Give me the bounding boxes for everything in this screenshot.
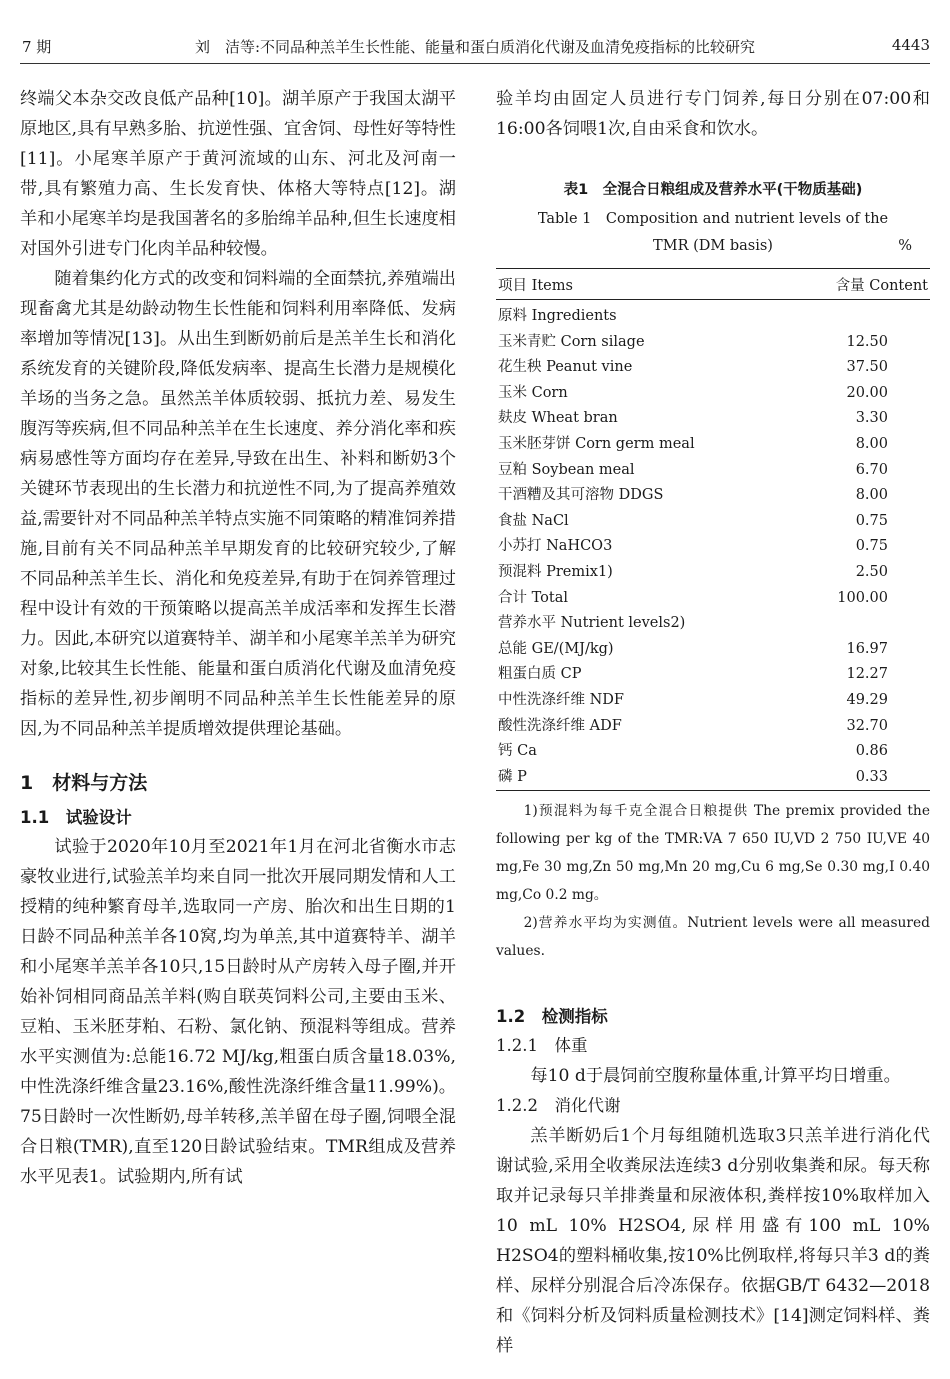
- table-row: [496, 560, 930, 586]
- table-row: [496, 739, 930, 765]
- table-row: [496, 662, 930, 688]
- paragraph-feeding: 验羊均由固定人员进行专门饲养,每日分别在07:00和16:00各饲喂1次,自由采食和饮水。: [496, 89, 930, 139]
- table-row: [496, 637, 930, 663]
- table-caption-zh: 表1 全混合日粮组成及营养水平(干物质基础): [563, 182, 863, 198]
- row-value: 0.33: [855, 768, 888, 785]
- issue-number: 7 期: [22, 38, 52, 56]
- row-label: 中性洗涤纤维 NDF: [498, 691, 624, 708]
- paragraph-digestion: 羔羊断奶后1个月每组随机选取3只羔羊进行消化代谢试验,采用全收粪尿法连续3 d分别收集粪和尿。每天称取并记录每只羊排粪量和尿液体积,粪样按10%取样加入10 mL 10% H2SO4,尿样用盛有100 mL 10% H2SO4的塑料桶收集,按10%比例取样,将每只羊3 d的粪样、尿样分别混合后冷冻保存。依据GB/T 6432—2018和《饲料分析及饲料质量检测技术》[14]测定饲料样、粪样: [496, 1126, 930, 1357]
- row-label: 合计 Total: [498, 589, 568, 606]
- table-row: [496, 300, 930, 330]
- subsection-heading-indicators: 1.2 检测指标: [496, 1007, 608, 1027]
- row-value: 0.75: [855, 512, 888, 529]
- row-label: 总能 GE/(MJ/kg): [498, 640, 614, 657]
- row-value: 6.70: [855, 461, 888, 478]
- page-number: 4443: [891, 36, 930, 54]
- row-label: 干酒糟及其可溶物 DDGS: [498, 487, 664, 504]
- table-row: [496, 381, 930, 407]
- table-footnote-nutrients: 2)营养水平均为实测值。Nutrient levels were all measured values.: [496, 915, 930, 960]
- subsubsection-heading-weight: 1.2.1 体重: [496, 1036, 588, 1056]
- row-value: 2.50: [855, 563, 888, 580]
- row-label: 食盐 NaCl: [498, 512, 569, 529]
- paragraph-design: 试验于2020年10月至2021年1月在河北省衡水市志豪牧业进行,试验羔羊均来自同一批次开展同期发情和人工授精的纯种繁育母羊,选取同一产房、胎次和出生日期的1日龄不同品种羔羊各10窝,均为单羔,其中道赛特羊、湖羊和小尾寒羊羔羊各10只,15日龄时从产房转入母子圈,并开始补饲相同商品羔羊料(购自联英饲料公司,主要由玉米、豆粕、玉米胚芽粕、石粉、氯化钠、预混料等组成。营养水平实测值为:总能16.72 MJ/kg,粗蛋白质含量18.03%,中性洗涤纤维含量23.16%,酸性洗涤纤维含量11.99%)。75日龄时一次性断奶,母羊转移,羔羊留在母子圈,饲喂全混合日粮(TMR),直至120日龄试验结束。TMR组成及营养水平见表1。试验期内,所有试: [20, 837, 456, 1187]
- column-header-items: 项目 Items: [496, 269, 789, 300]
- table-footnote-premix: 1)预混料为每千克全混合日粮提供 The premix provided the following per kg of the TMR:VA 7 650 IU,VD 2 750 IU,VE 40 mg,Fe 30 mg,Zn 50 mg,Mn 20 mg,Cu 6 mg,Se 0.30 mg,I 0.40 mg,Co 0.2 mg。: [496, 803, 930, 904]
- row-label: 玉米胚芽饼 Corn germ meal: [498, 435, 695, 452]
- table-row: [496, 714, 930, 740]
- row-value: 3.30: [855, 410, 888, 427]
- row-value: [789, 300, 930, 330]
- table-caption-en-basis: TMR (DM basis): [653, 238, 773, 254]
- row-value: 8.00: [855, 487, 888, 504]
- row-label: 钙 Ca: [498, 743, 537, 760]
- column-header-content: 含量 Content: [789, 269, 930, 300]
- row-label: 酸性洗涤纤维 ADF: [498, 717, 622, 734]
- left-column: [20, 84, 456, 1192]
- table-row: [496, 330, 930, 356]
- row-label: 玉米 Corn: [498, 384, 568, 401]
- table-row: [496, 611, 930, 637]
- row-value: [789, 611, 930, 637]
- paragraph-background: 随着集约化方式的改变和饲料端的全面禁抗,养殖端出现畜禽尤其是幼龄动物生长性能和饲料利用率降低、发病率增加等情况[13]。从出生到断奶前后是羔羊生长和消化系统发育的关键阶段,降低发病率、提高生长潜力是规模化羊场的当务之急。虽然羔羊体质较弱、抵抗力差、易发生腹泻等疾病,但不同品种羔羊在生长速度、养分消化率和疾病易感性等方面均存在差异,导致在出生、补料和断奶3个关键环节表现出的生长潜力和抗逆性不同,为了提高养殖效益,需要针对不同品种羔羊特点实施不同策略的精准饲养措施,目前有关不同品种羔羊早期发育的比较研究较少,了解不同品种羔羊生长、消化和免疫差异,有助于在饲养管理过程中设计有效的干预策略以提高羔羊成活率和发挥生长潜力。因此,本研究以道赛特羊、湖羊和小尾寒羊羔羊为研究对象,比较其生长性能、能量和蛋白质消化代谢及血清免疫指标的差异性,初步阐明不同品种羔羊生长性能差异的原因,为不同品种羔羊提质增效提供理论基础。: [20, 269, 456, 739]
- running-header: [20, 36, 930, 60]
- row-label: 玉米青贮 Corn silage: [498, 333, 645, 350]
- row-label: 花生秧 Peanut vine: [498, 359, 633, 376]
- paragraph-breeds: 终端父本杂交改良低产品种[10]。湖羊原产于我国太湖平原地区,具有早熟多胎、抗逆性强、宜舍饲、母性好等特性[11]。小尾寒羊原产于黄河流域的山东、河北及河南一带,具有繁殖力高、生长发育快、体格大等特点[12]。湖羊和小尾寒羊均是我国著名的多胎绵羊品种,但生长速度相对国外引进专门化肉羊品种较慢。: [20, 89, 456, 259]
- row-label: 磷 P: [498, 768, 527, 785]
- paragraph-weight: 每10 d于晨饲前空腹称量体重,计算平均日增重。: [530, 1066, 901, 1087]
- row-value: 37.50: [846, 359, 888, 376]
- table-row: [496, 355, 930, 381]
- tmr-composition-table: [496, 268, 930, 791]
- table-row: [496, 765, 930, 791]
- table-row: [496, 432, 930, 458]
- row-label: 麸皮 Wheat bran: [498, 410, 618, 427]
- row-label: 小苏打 NaHCO3: [498, 538, 613, 555]
- row-label: 豆粕 Soybean meal: [498, 461, 635, 478]
- row-label: 粗蛋白质 CP: [498, 666, 582, 683]
- row-label: 原料 Ingredients: [498, 308, 617, 324]
- table-row: [496, 458, 930, 484]
- row-value: 32.70: [846, 717, 888, 734]
- running-title: 刘 洁等:不同品种羔羊生长性能、能量和蛋白质消化代谢及血清免疫指标的比较研究: [194, 38, 756, 56]
- row-value: 20.00: [846, 384, 888, 401]
- right-column: [496, 84, 930, 1361]
- row-label: 预混料 Premix1): [498, 563, 613, 580]
- row-value: 8.00: [855, 435, 888, 452]
- table-caption-en: Table 1 Composition and nutrient levels of the: [537, 211, 889, 227]
- row-value: 100.00: [837, 589, 888, 606]
- subsection-heading-design: 1.1 试验设计: [20, 808, 132, 827]
- row-label: 营养水平 Nutrient levels2): [498, 615, 686, 632]
- row-value: 12.50: [846, 333, 888, 350]
- row-value: 0.86: [855, 743, 888, 760]
- header-rule: [20, 63, 930, 64]
- table-row: [496, 406, 930, 432]
- table-unit: %: [898, 238, 912, 254]
- subsubsection-heading-digestion: 1.2.2 消化代谢: [496, 1096, 621, 1116]
- section-heading-methods: 1 材料与方法: [20, 772, 148, 794]
- row-value: 49.29: [846, 691, 888, 708]
- table-row: [496, 483, 930, 509]
- table-row: [496, 534, 930, 560]
- table-caption-en-line2: [496, 233, 930, 260]
- row-value: 12.27: [846, 666, 888, 683]
- table-row: [496, 688, 930, 714]
- row-value: 16.97: [846, 640, 888, 657]
- row-value: 0.75: [855, 538, 888, 555]
- table-row: [496, 586, 930, 612]
- table-row: [496, 509, 930, 535]
